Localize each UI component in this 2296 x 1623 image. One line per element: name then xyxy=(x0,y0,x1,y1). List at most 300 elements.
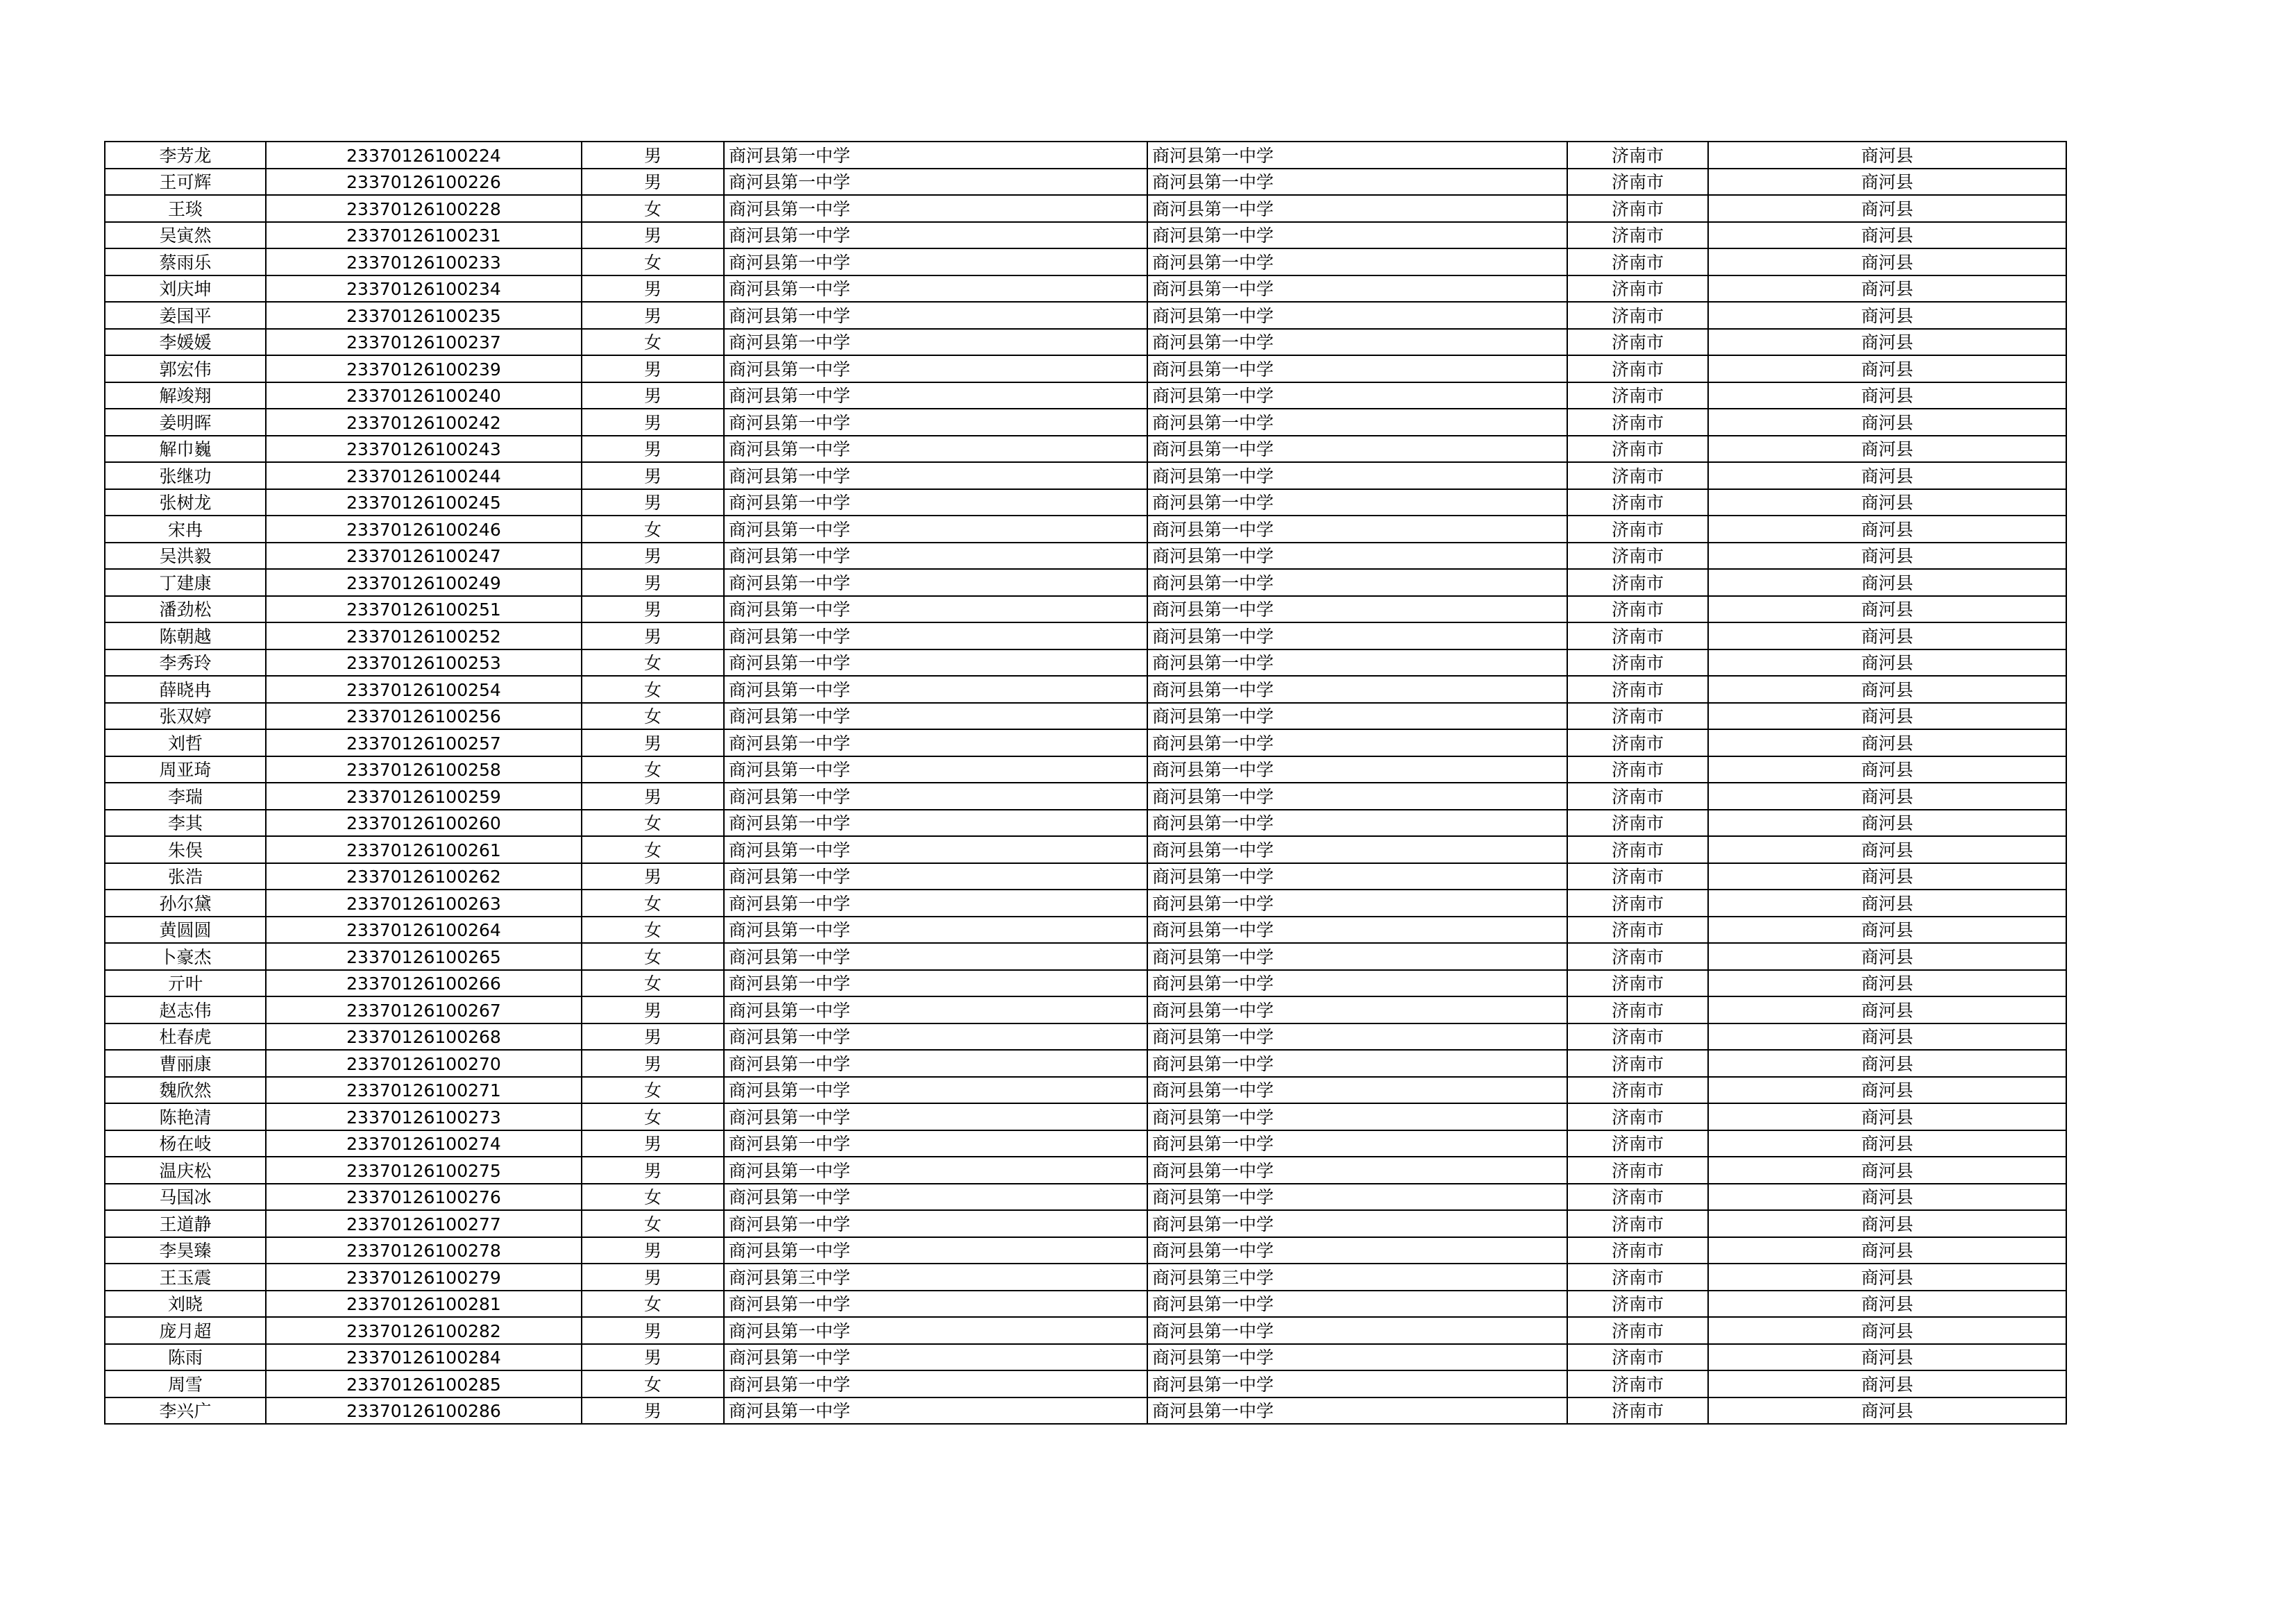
county-cell: 商河县 xyxy=(1708,1157,2066,1184)
enroll-school-cell: 商河县第一中学 xyxy=(1147,1397,1567,1425)
name-cell: 孙尔黛 xyxy=(105,890,266,917)
name-cell: 魏欣然 xyxy=(105,1077,266,1104)
exam-id-cell: 23370126100276 xyxy=(266,1184,582,1211)
gender-cell: 男 xyxy=(582,489,724,516)
name-cell: 李秀玲 xyxy=(105,649,266,677)
exam-id-cell: 23370126100286 xyxy=(266,1397,582,1425)
gender-cell: 男 xyxy=(582,355,724,382)
county-cell: 商河县 xyxy=(1708,275,2066,303)
school-cell: 商河县第一中学 xyxy=(724,1023,1147,1051)
school-cell: 商河县第一中学 xyxy=(724,1103,1147,1130)
county-cell: 商河县 xyxy=(1708,970,2066,997)
county-cell: 商河县 xyxy=(1708,1050,2066,1077)
county-cell: 商河县 xyxy=(1708,329,2066,356)
enroll-school-cell: 商河县第一中学 xyxy=(1147,329,1567,356)
enroll-school-cell: 商河县第一中学 xyxy=(1147,275,1567,303)
county-cell: 商河县 xyxy=(1708,1370,2066,1397)
name-cell: 马国冰 xyxy=(105,1184,266,1211)
table-row xyxy=(105,783,2066,810)
enroll-school-cell: 商河县第一中学 xyxy=(1147,1130,1567,1157)
city-cell: 济南市 xyxy=(1567,1344,1708,1371)
enroll-school-cell: 商河县第一中学 xyxy=(1147,863,1567,890)
gender-cell: 男 xyxy=(582,382,724,409)
table-row xyxy=(105,1291,2066,1318)
city-cell: 济南市 xyxy=(1567,1050,1708,1077)
school-cell: 商河县第一中学 xyxy=(724,516,1147,543)
exam-id-cell: 23370126100245 xyxy=(266,489,582,516)
table-row xyxy=(105,917,2066,944)
gender-cell: 男 xyxy=(582,275,724,303)
enroll-school-cell: 商河县第一中学 xyxy=(1147,996,1567,1023)
enroll-school-cell: 商河县第一中学 xyxy=(1147,195,1567,222)
city-cell: 济南市 xyxy=(1567,836,1708,863)
name-cell: 亓叶 xyxy=(105,970,266,997)
enroll-school-cell: 商河县第一中学 xyxy=(1147,516,1567,543)
table-row xyxy=(105,1317,2066,1344)
school-cell: 商河县第一中学 xyxy=(724,836,1147,863)
name-cell: 丁建康 xyxy=(105,569,266,596)
county-cell: 商河县 xyxy=(1708,863,2066,890)
city-cell: 济南市 xyxy=(1567,783,1708,810)
county-cell: 商河县 xyxy=(1708,1023,2066,1051)
gender-cell: 男 xyxy=(582,543,724,570)
roster-table xyxy=(104,141,2067,1425)
roster-body xyxy=(105,142,2066,1424)
gender-cell: 女 xyxy=(582,248,724,275)
gender-cell: 女 xyxy=(582,756,724,783)
name-cell: 刘晓 xyxy=(105,1291,266,1318)
school-cell: 商河县第一中学 xyxy=(724,729,1147,756)
gender-cell: 女 xyxy=(582,1184,724,1211)
city-cell: 济南市 xyxy=(1567,436,1708,463)
enroll-school-cell: 商河县第一中学 xyxy=(1147,836,1567,863)
city-cell: 济南市 xyxy=(1567,222,1708,249)
name-cell: 张树龙 xyxy=(105,489,266,516)
exam-id-cell: 23370126100268 xyxy=(266,1023,582,1051)
gender-cell: 女 xyxy=(582,917,724,944)
gender-cell: 男 xyxy=(582,436,724,463)
exam-id-cell: 23370126100254 xyxy=(266,676,582,703)
gender-cell: 女 xyxy=(582,1103,724,1130)
county-cell: 商河县 xyxy=(1708,222,2066,249)
school-cell: 商河县第一中学 xyxy=(724,996,1147,1023)
city-cell: 济南市 xyxy=(1567,676,1708,703)
enroll-school-cell: 商河县第一中学 xyxy=(1147,729,1567,756)
county-cell: 商河县 xyxy=(1708,1210,2066,1237)
exam-id-cell: 23370126100233 xyxy=(266,248,582,275)
city-cell: 济南市 xyxy=(1567,1264,1708,1291)
enroll-school-cell: 商河县第一中学 xyxy=(1147,1317,1567,1344)
city-cell: 济南市 xyxy=(1567,729,1708,756)
gender-cell: 男 xyxy=(582,409,724,436)
exam-id-cell: 23370126100271 xyxy=(266,1077,582,1104)
name-cell: 周雪 xyxy=(105,1370,266,1397)
name-cell: 李媛媛 xyxy=(105,329,266,356)
table-row xyxy=(105,970,2066,997)
city-cell: 济南市 xyxy=(1567,195,1708,222)
gender-cell: 女 xyxy=(582,810,724,837)
name-cell: 陈朝越 xyxy=(105,622,266,649)
exam-id-cell: 23370126100260 xyxy=(266,810,582,837)
enroll-school-cell: 商河县第一中学 xyxy=(1147,970,1567,997)
school-cell: 商河县第一中学 xyxy=(724,756,1147,783)
gender-cell: 女 xyxy=(582,1210,724,1237)
gender-cell: 男 xyxy=(582,1130,724,1157)
name-cell: 曹丽康 xyxy=(105,1050,266,1077)
name-cell: 王玉震 xyxy=(105,1264,266,1291)
name-cell: 李其 xyxy=(105,810,266,837)
enroll-school-cell: 商河县第一中学 xyxy=(1147,169,1567,196)
city-cell: 济南市 xyxy=(1567,1023,1708,1051)
school-cell: 商河县第一中学 xyxy=(724,1370,1147,1397)
exam-id-cell: 23370126100244 xyxy=(266,462,582,489)
gender-cell: 男 xyxy=(582,462,724,489)
table-row xyxy=(105,543,2066,570)
school-cell: 商河县第一中学 xyxy=(724,1317,1147,1344)
school-cell: 商河县第三中学 xyxy=(724,1264,1147,1291)
table-row xyxy=(105,996,2066,1023)
school-cell: 商河县第一中学 xyxy=(724,489,1147,516)
table-row xyxy=(105,622,2066,649)
gender-cell: 女 xyxy=(582,1077,724,1104)
table-row xyxy=(105,569,2066,596)
exam-id-cell: 23370126100267 xyxy=(266,996,582,1023)
exam-id-cell: 23370126100251 xyxy=(266,596,582,623)
enroll-school-cell: 商河县第一中学 xyxy=(1147,569,1567,596)
table-row xyxy=(105,729,2066,756)
name-cell: 张双婷 xyxy=(105,703,266,730)
city-cell: 济南市 xyxy=(1567,996,1708,1023)
table-row xyxy=(105,248,2066,275)
enroll-school-cell: 商河县第一中学 xyxy=(1147,382,1567,409)
school-cell: 商河县第一中学 xyxy=(724,248,1147,275)
name-cell: 李昊臻 xyxy=(105,1237,266,1264)
enroll-school-cell: 商河县第一中学 xyxy=(1147,756,1567,783)
enroll-school-cell: 商河县第一中学 xyxy=(1147,1210,1567,1237)
gender-cell: 男 xyxy=(582,1237,724,1264)
exam-id-cell: 23370126100249 xyxy=(266,569,582,596)
enroll-school-cell: 商河县第一中学 xyxy=(1147,1237,1567,1264)
county-cell: 商河县 xyxy=(1708,649,2066,677)
city-cell: 济南市 xyxy=(1567,275,1708,303)
gender-cell: 男 xyxy=(582,863,724,890)
gender-cell: 男 xyxy=(582,783,724,810)
name-cell: 李兴广 xyxy=(105,1397,266,1425)
name-cell: 王琰 xyxy=(105,195,266,222)
name-cell: 陈雨 xyxy=(105,1344,266,1371)
county-cell: 商河县 xyxy=(1708,810,2066,837)
name-cell: 潘劲松 xyxy=(105,596,266,623)
name-cell: 朱俣 xyxy=(105,836,266,863)
gender-cell: 女 xyxy=(582,703,724,730)
county-cell: 商河县 xyxy=(1708,436,2066,463)
table-row xyxy=(105,409,2066,436)
county-cell: 商河县 xyxy=(1708,622,2066,649)
table-row xyxy=(105,382,2066,409)
exam-id-cell: 23370126100281 xyxy=(266,1291,582,1318)
county-cell: 商河县 xyxy=(1708,409,2066,436)
enroll-school-cell: 商河县第一中学 xyxy=(1147,810,1567,837)
school-cell: 商河县第一中学 xyxy=(724,1210,1147,1237)
school-cell: 商河县第一中学 xyxy=(724,863,1147,890)
exam-id-cell: 23370126100246 xyxy=(266,516,582,543)
school-cell: 商河县第一中学 xyxy=(724,783,1147,810)
exam-id-cell: 23370126100257 xyxy=(266,729,582,756)
county-cell: 商河县 xyxy=(1708,783,2066,810)
county-cell: 商河县 xyxy=(1708,302,2066,329)
exam-id-cell: 23370126100228 xyxy=(266,195,582,222)
gender-cell: 女 xyxy=(582,836,724,863)
exam-id-cell: 23370126100264 xyxy=(266,917,582,944)
county-cell: 商河县 xyxy=(1708,729,2066,756)
enroll-school-cell: 商河县第一中学 xyxy=(1147,222,1567,249)
school-cell: 商河县第一中学 xyxy=(724,649,1147,677)
table-row xyxy=(105,302,2066,329)
exam-id-cell: 23370126100263 xyxy=(266,890,582,917)
school-cell: 商河县第一中学 xyxy=(724,382,1147,409)
name-cell: 庞月超 xyxy=(105,1317,266,1344)
school-cell: 商河县第一中学 xyxy=(724,409,1147,436)
city-cell: 济南市 xyxy=(1567,863,1708,890)
city-cell: 济南市 xyxy=(1567,543,1708,570)
city-cell: 济南市 xyxy=(1567,890,1708,917)
county-cell: 商河县 xyxy=(1708,756,2066,783)
table-row xyxy=(105,1157,2066,1184)
table-row xyxy=(105,1077,2066,1104)
gender-cell: 男 xyxy=(582,1157,724,1184)
enroll-school-cell: 商河县第一中学 xyxy=(1147,943,1567,970)
gender-cell: 男 xyxy=(582,1023,724,1051)
name-cell: 王道静 xyxy=(105,1210,266,1237)
city-cell: 济南市 xyxy=(1567,409,1708,436)
city-cell: 济南市 xyxy=(1567,1210,1708,1237)
name-cell: 宋冉 xyxy=(105,516,266,543)
county-cell: 商河县 xyxy=(1708,1344,2066,1371)
gender-cell: 男 xyxy=(582,222,724,249)
school-cell: 商河县第一中学 xyxy=(724,1157,1147,1184)
gender-cell: 男 xyxy=(582,1264,724,1291)
exam-id-cell: 23370126100265 xyxy=(266,943,582,970)
gender-cell: 男 xyxy=(582,996,724,1023)
table-row xyxy=(105,195,2066,222)
exam-id-cell: 23370126100261 xyxy=(266,836,582,863)
county-cell: 商河县 xyxy=(1708,1130,2066,1157)
gender-cell: 女 xyxy=(582,649,724,677)
enroll-school-cell: 商河县第一中学 xyxy=(1147,1184,1567,1211)
gender-cell: 女 xyxy=(582,329,724,356)
city-cell: 济南市 xyxy=(1567,302,1708,329)
name-cell: 解竣翔 xyxy=(105,382,266,409)
gender-cell: 男 xyxy=(582,596,724,623)
enroll-school-cell: 商河县第一中学 xyxy=(1147,436,1567,463)
name-cell: 郭宏伟 xyxy=(105,355,266,382)
gender-cell: 男 xyxy=(582,169,724,196)
enroll-school-cell: 商河县第一中学 xyxy=(1147,703,1567,730)
county-cell: 商河县 xyxy=(1708,917,2066,944)
school-cell: 商河县第一中学 xyxy=(724,943,1147,970)
name-cell: 周亚琦 xyxy=(105,756,266,783)
school-cell: 商河县第一中学 xyxy=(724,462,1147,489)
county-cell: 商河县 xyxy=(1708,836,2066,863)
name-cell: 黄圆圆 xyxy=(105,917,266,944)
city-cell: 济南市 xyxy=(1567,169,1708,196)
school-cell: 商河县第一中学 xyxy=(724,329,1147,356)
gender-cell: 男 xyxy=(582,1344,724,1371)
exam-id-cell: 23370126100234 xyxy=(266,275,582,303)
county-cell: 商河县 xyxy=(1708,996,2066,1023)
school-cell: 商河县第一中学 xyxy=(724,1050,1147,1077)
school-cell: 商河县第一中学 xyxy=(724,1397,1147,1425)
table-row xyxy=(105,516,2066,543)
exam-id-cell: 23370126100284 xyxy=(266,1344,582,1371)
enroll-school-cell: 商河县第一中学 xyxy=(1147,917,1567,944)
gender-cell: 女 xyxy=(582,1370,724,1397)
school-cell: 商河县第一中学 xyxy=(724,1291,1147,1318)
table-row xyxy=(105,1370,2066,1397)
school-cell: 商河县第一中学 xyxy=(724,569,1147,596)
county-cell: 商河县 xyxy=(1708,382,2066,409)
name-cell: 吴洪毅 xyxy=(105,543,266,570)
enroll-school-cell: 商河县第一中学 xyxy=(1147,142,1567,169)
gender-cell: 女 xyxy=(582,676,724,703)
table-row xyxy=(105,1023,2066,1051)
county-cell: 商河县 xyxy=(1708,516,2066,543)
county-cell: 商河县 xyxy=(1708,703,2066,730)
city-cell: 济南市 xyxy=(1567,142,1708,169)
enroll-school-cell: 商河县第一中学 xyxy=(1147,1157,1567,1184)
gender-cell: 男 xyxy=(582,142,724,169)
enroll-school-cell: 商河县第一中学 xyxy=(1147,1077,1567,1104)
name-cell: 王可辉 xyxy=(105,169,266,196)
school-cell: 商河县第一中学 xyxy=(724,543,1147,570)
table-row xyxy=(105,1184,2066,1211)
county-cell: 商河县 xyxy=(1708,943,2066,970)
gender-cell: 男 xyxy=(582,1317,724,1344)
name-cell: 杜春虎 xyxy=(105,1023,266,1051)
school-cell: 商河县第一中学 xyxy=(724,676,1147,703)
gender-cell: 女 xyxy=(582,943,724,970)
school-cell: 商河县第一中学 xyxy=(724,810,1147,837)
exam-id-cell: 23370126100279 xyxy=(266,1264,582,1291)
exam-id-cell: 23370126100235 xyxy=(266,302,582,329)
school-cell: 商河县第一中学 xyxy=(724,1237,1147,1264)
table-row xyxy=(105,703,2066,730)
table-row xyxy=(105,649,2066,677)
exam-id-cell: 23370126100252 xyxy=(266,622,582,649)
county-cell: 商河县 xyxy=(1708,890,2066,917)
city-cell: 济南市 xyxy=(1567,355,1708,382)
enroll-school-cell: 商河县第一中学 xyxy=(1147,1344,1567,1371)
exam-id-cell: 23370126100256 xyxy=(266,703,582,730)
school-cell: 商河县第一中学 xyxy=(724,436,1147,463)
city-cell: 济南市 xyxy=(1567,516,1708,543)
table-row xyxy=(105,863,2066,890)
enroll-school-cell: 商河县第一中学 xyxy=(1147,1103,1567,1130)
exam-id-cell: 23370126100237 xyxy=(266,329,582,356)
county-cell: 商河县 xyxy=(1708,596,2066,623)
name-cell: 解巾巍 xyxy=(105,436,266,463)
gender-cell: 男 xyxy=(582,729,724,756)
school-cell: 商河县第一中学 xyxy=(724,195,1147,222)
gender-cell: 女 xyxy=(582,890,724,917)
city-cell: 济南市 xyxy=(1567,1157,1708,1184)
gender-cell: 女 xyxy=(582,970,724,997)
city-cell: 济南市 xyxy=(1567,622,1708,649)
county-cell: 商河县 xyxy=(1708,1397,2066,1425)
table-row xyxy=(105,676,2066,703)
exam-id-cell: 23370126100285 xyxy=(266,1370,582,1397)
school-cell: 商河县第一中学 xyxy=(724,1130,1147,1157)
table-row xyxy=(105,1130,2066,1157)
name-cell: 温庆松 xyxy=(105,1157,266,1184)
table-row xyxy=(105,810,2066,837)
city-cell: 济南市 xyxy=(1567,917,1708,944)
gender-cell: 女 xyxy=(582,516,724,543)
county-cell: 商河县 xyxy=(1708,355,2066,382)
county-cell: 商河县 xyxy=(1708,1184,2066,1211)
name-cell: 姜明晖 xyxy=(105,409,266,436)
enroll-school-cell: 商河县第一中学 xyxy=(1147,622,1567,649)
school-cell: 商河县第一中学 xyxy=(724,596,1147,623)
exam-id-cell: 23370126100226 xyxy=(266,169,582,196)
city-cell: 济南市 xyxy=(1567,810,1708,837)
county-cell: 商河县 xyxy=(1708,1317,2066,1344)
table-row xyxy=(105,169,2066,196)
exam-id-cell: 23370126100259 xyxy=(266,783,582,810)
city-cell: 济南市 xyxy=(1567,1291,1708,1318)
name-cell: 刘哲 xyxy=(105,729,266,756)
school-cell: 商河县第一中学 xyxy=(724,169,1147,196)
county-cell: 商河县 xyxy=(1708,569,2066,596)
city-cell: 济南市 xyxy=(1567,596,1708,623)
exam-id-cell: 23370126100253 xyxy=(266,649,582,677)
city-cell: 济南市 xyxy=(1567,248,1708,275)
enroll-school-cell: 商河县第一中学 xyxy=(1147,489,1567,516)
exam-id-cell: 23370126100262 xyxy=(266,863,582,890)
table-row xyxy=(105,1237,2066,1264)
exam-id-cell: 23370126100266 xyxy=(266,970,582,997)
school-cell: 商河县第一中学 xyxy=(724,890,1147,917)
name-cell: 赵志伟 xyxy=(105,996,266,1023)
county-cell: 商河县 xyxy=(1708,169,2066,196)
city-cell: 济南市 xyxy=(1567,649,1708,677)
name-cell: 蔡雨乐 xyxy=(105,248,266,275)
name-cell: 李瑞 xyxy=(105,783,266,810)
county-cell: 商河县 xyxy=(1708,1103,2066,1130)
county-cell: 商河县 xyxy=(1708,248,2066,275)
exam-id-cell: 23370126100239 xyxy=(266,355,582,382)
table-row xyxy=(105,329,2066,356)
school-cell: 商河县第一中学 xyxy=(724,1077,1147,1104)
gender-cell: 男 xyxy=(582,1050,724,1077)
city-cell: 济南市 xyxy=(1567,1103,1708,1130)
enroll-school-cell: 商河县第一中学 xyxy=(1147,248,1567,275)
county-cell: 商河县 xyxy=(1708,462,2066,489)
enroll-school-cell: 商河县第一中学 xyxy=(1147,676,1567,703)
table-row xyxy=(105,756,2066,783)
city-cell: 济南市 xyxy=(1567,1184,1708,1211)
table-row xyxy=(105,222,2066,249)
table-row xyxy=(105,1050,2066,1077)
name-cell: 姜国平 xyxy=(105,302,266,329)
city-cell: 济南市 xyxy=(1567,382,1708,409)
table-row xyxy=(105,596,2066,623)
school-cell: 商河县第一中学 xyxy=(724,275,1147,303)
enroll-school-cell: 商河县第一中学 xyxy=(1147,355,1567,382)
school-cell: 商河县第一中学 xyxy=(724,222,1147,249)
table-row xyxy=(105,890,2066,917)
exam-id-cell: 23370126100270 xyxy=(266,1050,582,1077)
